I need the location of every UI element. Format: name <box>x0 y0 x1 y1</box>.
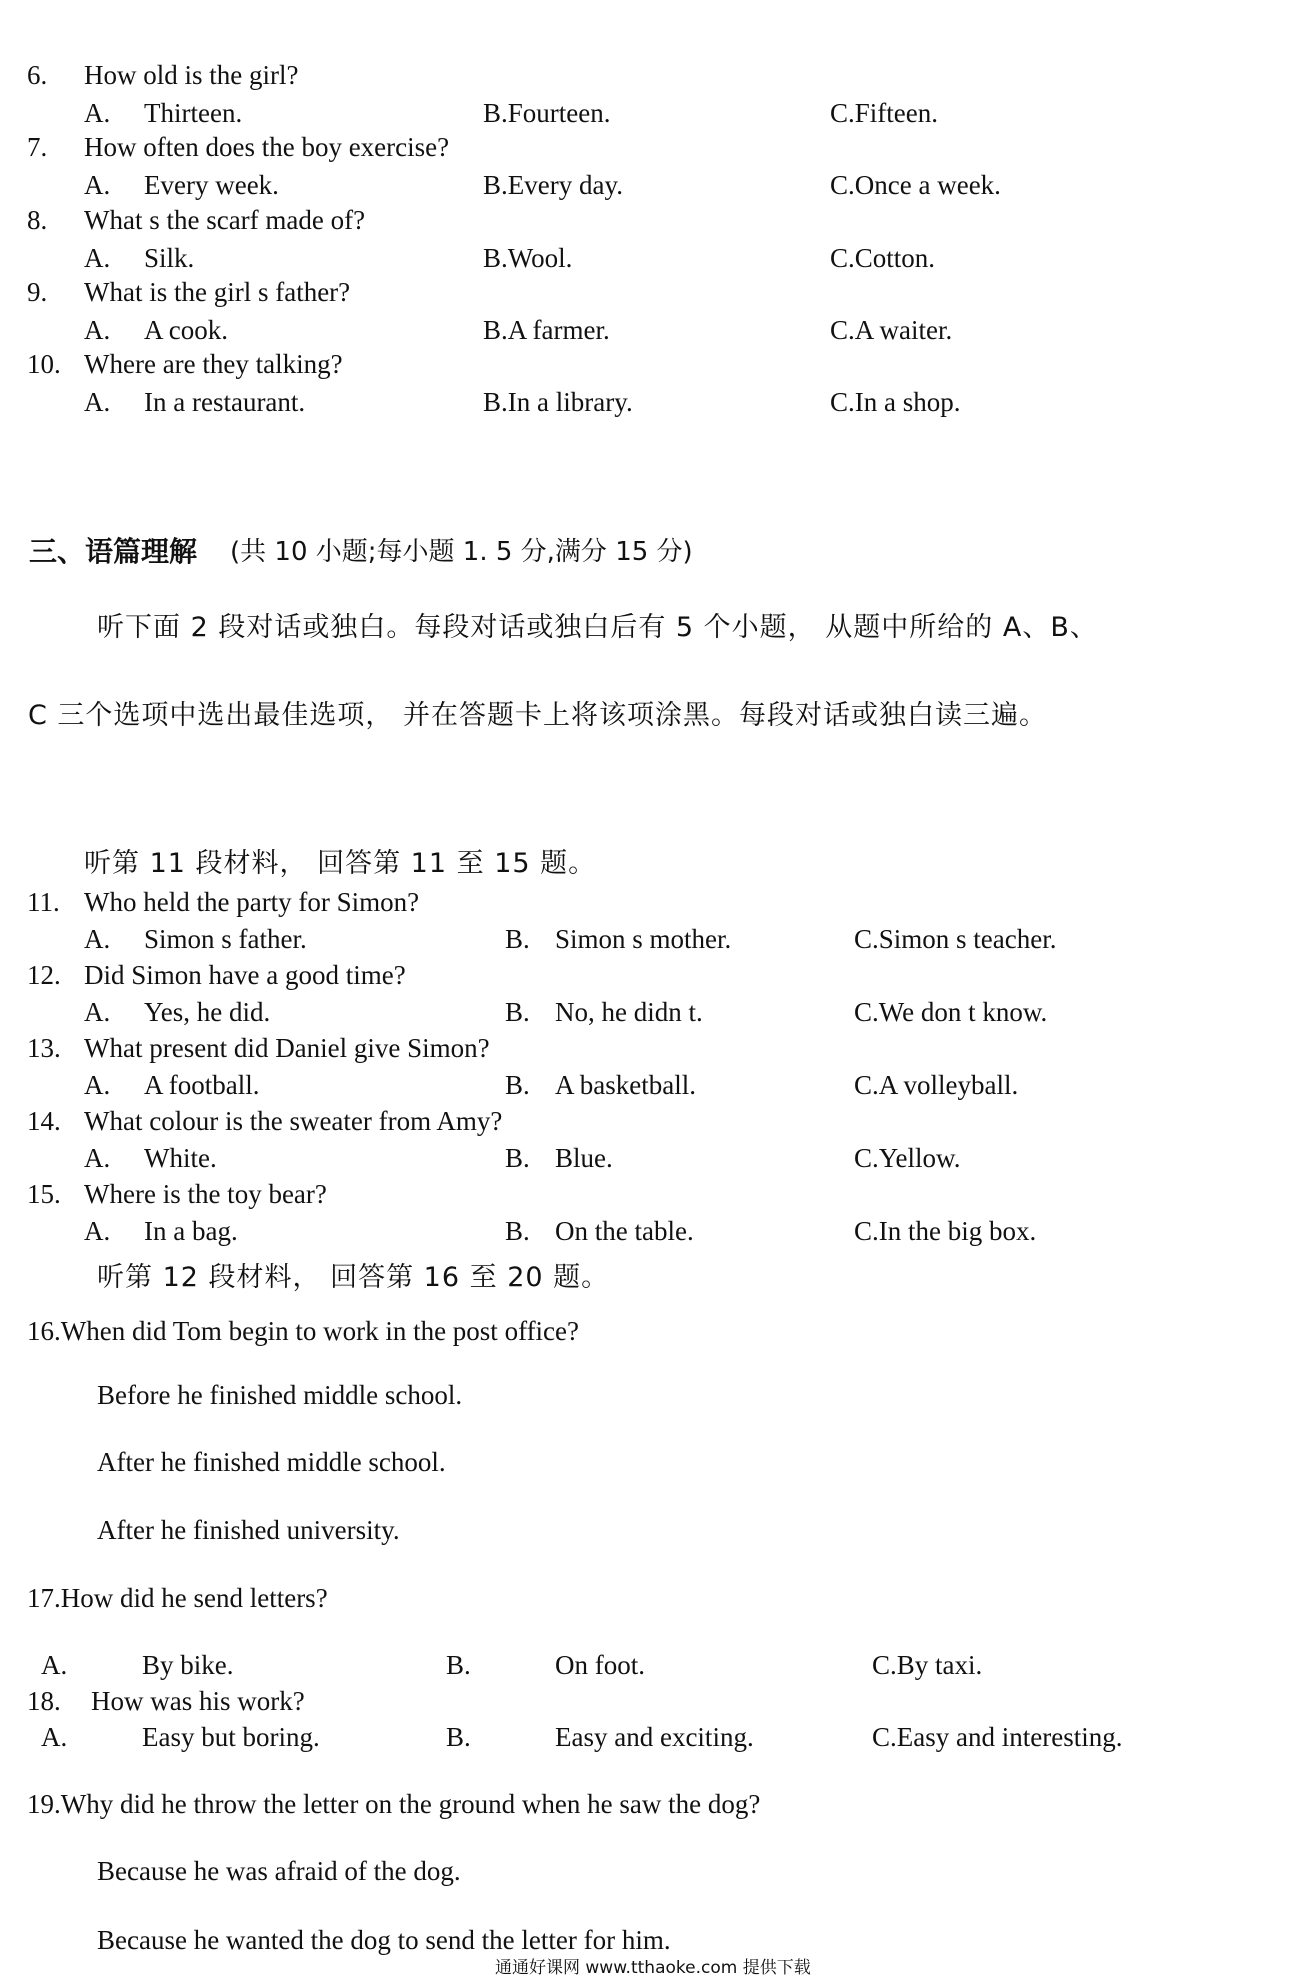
option-a-label: A. <box>41 1722 68 1752</box>
option-b-label: B. <box>505 924 530 954</box>
option-a-label: A. <box>84 98 111 128</box>
question-number: 8. <box>27 205 48 235</box>
question-number: 14. <box>27 1106 61 1136</box>
option-a-label: A. <box>84 1143 111 1173</box>
option-b-text: Easy and exciting. <box>555 1722 754 1752</box>
question-text: What colour is the sweater from Amy? <box>84 1106 503 1136</box>
option-b-label: B. <box>505 1216 530 1246</box>
option-1-text: Because he was afraid of the dog. <box>97 1856 461 1886</box>
option-b-text: Simon s mother. <box>555 924 732 954</box>
page-footer: 通通好课网 www.tthaoke.com 提供下载 <box>495 1958 811 1978</box>
option-a-label: A. <box>84 315 111 345</box>
option-b-text: A basketball. <box>555 1070 696 1100</box>
option-a-label: A. <box>84 1216 111 1246</box>
option-a-label: A. <box>84 997 111 1027</box>
question-text: What is the girl s father? <box>84 277 351 307</box>
option-c: C.A volleyball. <box>854 1070 1019 1100</box>
option-a-text: A football. <box>144 1070 260 1100</box>
option-b-label: B. <box>446 1722 471 1752</box>
option-a-label: A. <box>41 1650 68 1680</box>
section-instruction-line-2: C 三个选项中选出最佳选项， 并在答题卡上将该项涂黑。每段对话或独白读三遍。 <box>28 700 1048 731</box>
option-b: B.A farmer. <box>483 315 610 345</box>
option-c: C.Easy and interesting. <box>872 1722 1123 1752</box>
option-b: B.Every day. <box>483 170 623 200</box>
option-b-text: Blue. <box>555 1143 613 1173</box>
option-c: C.Yellow. <box>854 1143 961 1173</box>
option-a-text: By bike. <box>142 1650 234 1680</box>
question-text: 17.How did he send letters? <box>27 1583 328 1613</box>
option-b-label: B. <box>505 997 530 1027</box>
passage-11-heading: 听第 11 段材料， 回答第 11 至 15 题。 <box>84 848 597 879</box>
option-c: C.By taxi. <box>872 1650 983 1680</box>
question-number: 9. <box>27 277 48 307</box>
option-2-text: Because he wanted the dog to send the letter for him. <box>97 1925 671 1955</box>
option-b-text: No, he didn t. <box>555 997 703 1027</box>
option-a-label: A. <box>84 243 111 273</box>
option-a-text: Silk. <box>144 243 195 273</box>
section-title: 三、语篇理解 <box>29 535 198 568</box>
option-b: B.In a library. <box>483 387 633 417</box>
option-b-label: B. <box>446 1650 471 1680</box>
question-text: How was his work? <box>91 1686 305 1716</box>
question-number: 10. <box>27 349 61 379</box>
option-b-text: On foot. <box>555 1650 645 1680</box>
option-a-text: A cook. <box>144 315 228 345</box>
question-text: 16.When did Tom begin to work in the post office? <box>27 1316 580 1346</box>
option-a-label: A. <box>84 1070 111 1100</box>
question-number: 13. <box>27 1033 61 1063</box>
option-a-text: Every week. <box>144 170 279 200</box>
question-text: Did Simon have a good time? <box>84 960 406 990</box>
option-3-text: After he finished university. <box>97 1515 400 1545</box>
question-text: What s the scarf made of? <box>84 205 366 235</box>
question-number: 6. <box>27 60 48 90</box>
question-text: Who held the party for Simon? <box>84 887 420 917</box>
option-a-text: Easy but boring. <box>142 1722 320 1752</box>
question-number: 15. <box>27 1179 61 1209</box>
option-1-text: Before he finished middle school. <box>97 1380 463 1410</box>
option-a-text: Yes, he did. <box>144 997 271 1027</box>
option-c: C.Simon s teacher. <box>854 924 1057 954</box>
option-a-label: A. <box>84 924 111 954</box>
option-2-text: After he finished middle school. <box>97 1447 446 1477</box>
option-c: C.We don t know. <box>854 997 1048 1027</box>
question-text: How old is the girl? <box>84 60 299 90</box>
question-text: What present did Daniel give Simon? <box>84 1033 490 1063</box>
option-c: C.In the big box. <box>854 1216 1037 1246</box>
option-a-label: A. <box>84 387 111 417</box>
question-text: How often does the boy exercise? <box>84 132 450 162</box>
question-number: 12. <box>27 960 61 990</box>
option-a-text: In a bag. <box>144 1216 238 1246</box>
option-a-text: Simon s father. <box>144 924 307 954</box>
option-a-label: A. <box>84 170 111 200</box>
question-number: 11. <box>27 887 60 917</box>
option-c: C.Once a week. <box>830 170 1001 200</box>
option-a-text: Thirteen. <box>144 98 243 128</box>
question-text: Where are they talking? <box>84 349 343 379</box>
section-note: (共 10 小题;每小题 1. 5 分,满分 15 分) <box>230 537 693 567</box>
section-instruction-line-1: 听下面 2 段对话或独白。每段对话或独白后有 5 个小题， 从题中所给的 A、B、 <box>97 612 1098 643</box>
option-b-text: On the table. <box>555 1216 694 1246</box>
option-c: C.Cotton. <box>830 243 936 273</box>
option-c: C.Fifteen. <box>830 98 938 128</box>
question-number: 18. <box>27 1686 61 1716</box>
option-a-text: White. <box>144 1143 217 1173</box>
option-a-text: In a restaurant. <box>144 387 306 417</box>
option-b-label: B. <box>505 1070 530 1100</box>
option-c: C.A waiter. <box>830 315 953 345</box>
option-b: B.Wool. <box>483 243 573 273</box>
option-c: C.In a shop. <box>830 387 961 417</box>
option-b: B.Fourteen. <box>483 98 611 128</box>
passage-12-heading: 听第 12 段材料， 回答第 16 至 20 题。 <box>97 1262 610 1293</box>
question-text: 19.Why did he throw the letter on the ground when he saw the dog? <box>27 1789 761 1819</box>
option-b-label: B. <box>505 1143 530 1173</box>
question-number: 7. <box>27 132 48 162</box>
question-text: Where is the toy bear? <box>84 1179 327 1209</box>
